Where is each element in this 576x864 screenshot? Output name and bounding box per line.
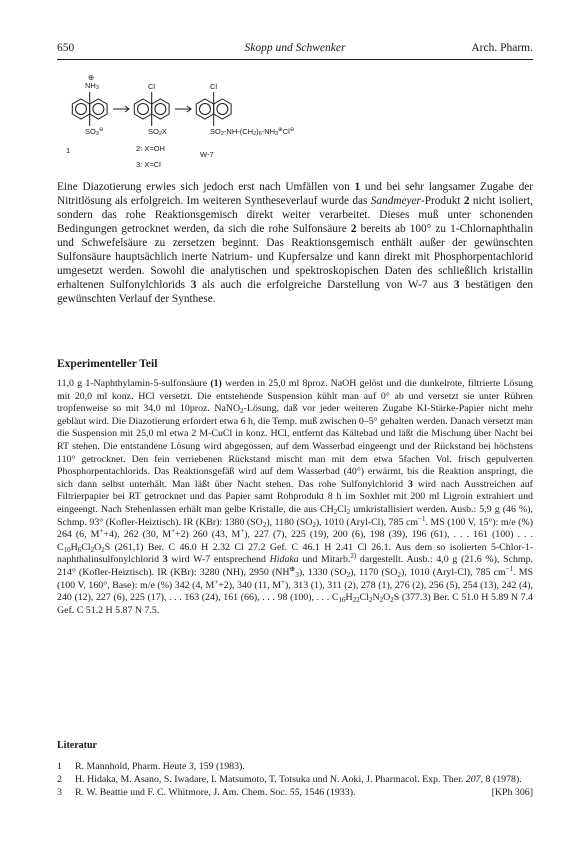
header-rule: [57, 59, 533, 60]
naphthalene-ring-1: [72, 92, 107, 126]
cl-label-b: Cl: [210, 82, 218, 91]
nh3-charge: ⊕: [88, 73, 95, 82]
reference-number: 1: [57, 761, 62, 772]
literature-heading: Literatur: [57, 740, 97, 751]
body-paragraph: Eine Diazotierung erwies sich jedoch erst nach Umfällen von 1 und bei sehr langsamer Zugabe der Nitritlösung als erfolgreich. Im weiteren Syntheseverlauf wurde das Sandmeyer-Produkt 2 nicht isoliert, sondern das rohe Reaktionsgemisch direkt weiter verarbeitet. Dieses muß unter schonenden Bedingungen getrocknet werden, da sich die rohe Sulfonsäure 2 bereits ab 100° zu 1-Chlornaphthalin und Schwefelsäure zu zersetzen beginnt. Das Reaktionsgemisch enthält außer der gewünschten Sulfonsäure hauptsächlich inerte Natrium- und Kupfersalze und kann direkt mit Phosphorpentachlorid umgesetzt werden. Sowohl die analytischen und spektroskopischen Daten des schließlich kristallin erhaltenen Sulfonylchlorids 3 als auch die erfolgreiche Darstellung von W-7 aus 3 bestätigen den gewünschten Verlauf der Synthese.: [57, 181, 533, 305]
page-number: 650: [57, 42, 75, 54]
manuscript-tag: [KPh 306]: [491, 787, 533, 798]
reaction-scheme: [57, 65, 357, 180]
so3-label: $SO_3^⊖$: [85, 127, 104, 137]
header-journal: Arch. Pharm.: [471, 42, 533, 54]
compound-label-1: 1: [66, 146, 71, 155]
reaction-scheme-graphic: [57, 65, 357, 180]
reference-number: 2: [57, 774, 62, 785]
cl-label-a: Cl: [148, 82, 156, 91]
w7-side-chain: $SO_2-NH-(CH_2)_6-NH_3^\oplus Cl^⊖$: [210, 127, 295, 137]
compound-label-2: 2: X=OH: [136, 144, 165, 153]
reference-item: 2 H. Hidaka, M. Asano, S. Iwadare, I. Matsumoto, T. Totsuka und N. Aoki, J. Pharmacol. Exp. Ther. 207, 8 (1978).: [57, 774, 522, 785]
naphthalene-ring-3: [196, 92, 231, 126]
compound-label-3: 3: X=Cl: [136, 160, 161, 169]
reference-number: 3: [57, 787, 62, 798]
running-header: [57, 42, 533, 58]
naphthalene-ring-2: [134, 92, 169, 126]
so2x-label: $SO_2X$: [148, 127, 167, 137]
reference-list: [57, 760, 533, 799]
experimental-heading: Experimenteller Teil: [57, 358, 158, 370]
nh3-label: $NH_3$: [85, 81, 99, 91]
header-authors: Skopp und Schwenker: [244, 42, 346, 54]
reference-item: 3 R. W. Beattie und F. C. Whitmore, J. Am. Chem. Soc. 55, 1546 (1933). [KPh 306]: [57, 787, 533, 798]
compound-label-w7: W-7: [200, 150, 214, 159]
experimental-paragraph: 11,0 g 1-Naphthylamin-5-sulfonsäure (1) werden in 25,0 ml 8proz. NaOH gelöst und die dunkelrote, filtrierte Lösung mit 20,0 ml konz. HCl versetzt. Die entstehende Suspension kühlt man auf 0° ab und versetzt sie unter Rühren tropfenweise so mit 34,0 ml 10proz. NaNO$_2$-Lösung, daß vor jeder weiteren Zugabe KI-Stärke-Papier nicht mehr gebläut wird. Die Diazotierung erfordert etwa 6 h, die Temp. muß zwischen 0–5° gehalten werden. Danach versetzt man die Suspension mit 25,0 ml etwa 2 M-CuCl in konz. HCl, entfernt das Kältebad und läßt die Mischung über Nacht bei RT stehen. Die entstandene Lösung wird abgegossen, auf dem Wasserbad eingeengt und der Rückstand bei höchstens 110° getrocknet. Den fein verriebenen Rückstand mischt man mit dem etwa 5fachen Vol. frisch gepulverten Phosphorpentachlorids. Das Reaktionsgefäß wird auf dem Wasserbad (40°) erwärmt, bis die Reaktion anspringt, die sich dann selbst unterhält. Man läßt über Nacht stehen. Das rohe Sulfonylchlorid 3 wird nach Ausstreichen auf Filtrierpapier bei RT getrocknet und das Papier samt Rohprodukt 8 h im Soxhlet mit 200 ml Ligroin extrahiert und eingeengt. Nach Stehenlassen erhält man gelbe Kristalle, die aus $CH_2Cl_2$ umkristallisiert werden. Ausb.: 5,9 g (46 %), Schmp. 93° (Kofler-Heiztisch). IR (KBr): 1380 $(SO_2)$, 1180 $(SO_2)$, 1010 (Aryl-Cl), 785 $cm^{-1}$. MS (100 V, 15°): m/e (%) 264 (6, M++4), 262 (30, M++2) 260 (43, M+), 227 (7), 225 (19), 200 (6), 198 (39), 196 (61), . . . 161 (100) . . . $C_{10}H_6Cl_2O_2S$ (261,1) Ber. C 46.0 H 2.32 Cl 27.2 Gef. C 46.1 H 2.41 Cl 26.1. Aus dem so isolierten 5-Chlor-1-naphthalinsulfonylchlorid 3 wird W-7 entsprechend Hidaka und Mitarb.$^{2)}$ dargestellt. Ausb.: 4,0 g (21.6 %), Schmp. 214° (Kofler-Heiztisch). IR (KBr): 3280 (NH), 2950 $(NH^\oplus_3)$, 1330 $(SO_2)$, 1170 $(SO_2)$, 1010 (Aryl-Cl), 785 $cm^{-1}$. MS (100 V, 160°, Base): m/e (%) 342 (4, M++2), 340 (11, M+), 313 (1), 311 (2), 278 (1), 276 (2), 256 (5), 254 (13), 242 (4), 240 (12), 227 (6), 225 (17), . . . 163 (24), 161 (66), . . . 98 (100), . . . $C_{16}H_{22}Cl_2N_2O_2S$ (377.3) Ber. C 51.0 H 5.89 N 7.4 Gef. C 51.2 H 5.87 N 7.5.: [57, 378, 534, 616]
reference-item: 1 R. Mannhold, Pharm. Heute 3, 159 (1983).: [57, 761, 245, 772]
